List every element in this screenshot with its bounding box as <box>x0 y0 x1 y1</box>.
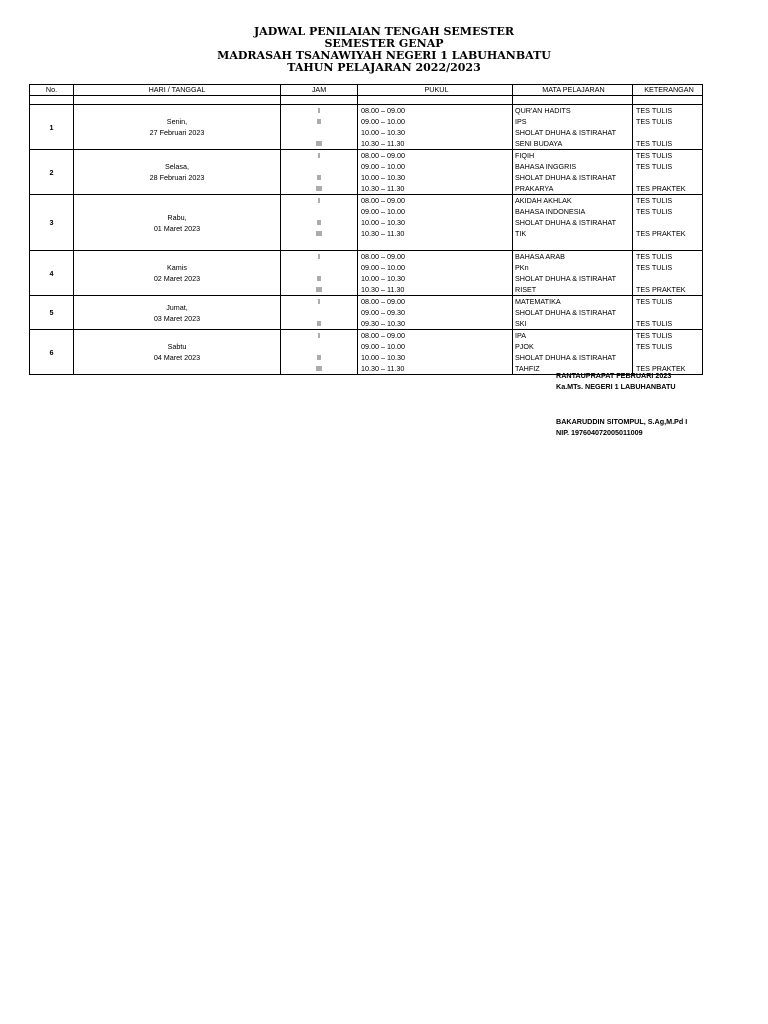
subject-name: SHOLAT DHUHA & ISTIRAHAT <box>515 274 617 283</box>
row-number: 3 <box>30 195 74 251</box>
remark: TES PRAKTEK <box>636 229 686 238</box>
day-date: 27 Februari 2023 <box>149 128 205 137</box>
time-slot: 10.30 – 11.30 <box>361 139 405 148</box>
table-spacer-row <box>30 96 703 105</box>
jam-period: I <box>318 297 320 306</box>
jam-period: II <box>317 173 321 182</box>
jam-period: III <box>316 364 322 373</box>
day-name: Rabu, <box>167 212 187 222</box>
subject-name: RISET <box>515 285 537 294</box>
time-slot: 09.00 – 10.00 <box>361 263 405 272</box>
jam-period <box>281 127 357 138</box>
subject-name: SHOLAT DHUHA & ISTIRAHAT <box>515 353 617 362</box>
time-slot-cell <box>358 296 513 330</box>
subject-name: AKIDAH AKHLAK <box>515 196 572 205</box>
time-slot: 10.30 – 11.30 <box>361 285 405 294</box>
remark <box>636 127 702 138</box>
jam-period-cell <box>281 251 358 296</box>
subject-name: MATEMATIKA <box>515 297 561 306</box>
time-slot: 08.00 – 09.00 <box>361 331 405 340</box>
jam-period: I <box>318 331 320 340</box>
jam-period <box>281 206 357 217</box>
remark: TES PRAKTEK <box>636 184 686 193</box>
day-date-cell <box>74 296 281 330</box>
jam-period <box>281 341 357 352</box>
remark-cell <box>633 150 703 195</box>
row-number: 5 <box>30 296 74 330</box>
row-number: 4 <box>30 251 74 296</box>
row-number: 1 <box>30 105 74 150</box>
footer-place-date: RANTAUPRAPAT FEBRUARI 2023 <box>556 371 672 380</box>
day-name: Selasa, <box>165 162 189 171</box>
time-slot: 09.00 – 10.00 <box>361 117 405 126</box>
subject-name: IPS <box>515 117 527 126</box>
jam-period: I <box>318 196 320 205</box>
time-slot-cell <box>358 105 513 150</box>
subject-name: TIK <box>515 229 527 238</box>
jam-period-cell <box>281 330 358 375</box>
remark-cell <box>633 195 703 251</box>
jam-period <box>281 262 357 273</box>
day-date: 04 Maret 2023 <box>153 353 201 362</box>
time-slot: 09.00 – 10.00 <box>361 162 405 171</box>
time-slot: 09.00 – 09.30 <box>361 308 405 317</box>
table-row <box>30 150 703 195</box>
subject-name-cell <box>513 195 633 251</box>
col-header-ket: KETERANGAN <box>633 85 703 96</box>
jam-period: III <box>316 139 322 148</box>
document-subtitle-semester: SEMESTER GENAP <box>324 37 444 50</box>
jam-period: I <box>318 252 320 261</box>
jam-period: III <box>316 285 322 294</box>
subject-name: SHOLAT DHUHA & ISTIRAHAT <box>515 173 617 182</box>
remark: TES TULIS <box>636 319 673 328</box>
jam-period: II <box>317 319 321 328</box>
time-slot: 10.30 – 11.30 <box>361 184 405 193</box>
subject-name-cell <box>513 251 633 296</box>
subject-name: SKI <box>515 319 527 328</box>
document-title: JADWAL PENILAIAN TENGAH SEMESTER <box>253 25 515 38</box>
document-subtitle-school: MADRASAH TSANAWIYAH NEGERI 1 LABUHANBATU <box>217 49 551 62</box>
time-slot: 08.00 – 09.00 <box>361 196 405 205</box>
col-header-no: No. <box>30 85 74 96</box>
jam-period-cell <box>281 296 358 330</box>
table-row <box>30 330 703 375</box>
remark <box>636 352 702 363</box>
time-slot: 10.00 – 10.30 <box>361 173 405 182</box>
remark <box>636 172 702 183</box>
jam-period-cell <box>281 105 358 150</box>
remark: TES TULIS <box>636 297 673 306</box>
day-date-cell <box>74 330 281 375</box>
time-slot: 10.00 – 10.30 <box>361 128 405 137</box>
subject-name: TAHFIZ <box>515 364 540 373</box>
col-header-mapel: MATA PELAJARAN <box>513 85 633 96</box>
subject-name: PKn <box>515 263 529 272</box>
subject-name: PJOK <box>515 342 534 351</box>
subject-name: IPA <box>515 331 527 340</box>
table-row <box>30 195 703 251</box>
subject-name-cell <box>513 330 633 375</box>
jam-period-cell <box>281 150 358 195</box>
remark <box>636 273 702 284</box>
day-date-cell <box>74 105 281 150</box>
jam-period <box>281 239 357 250</box>
time-slot: 08.00 – 09.00 <box>361 151 405 160</box>
remark: TES TULIS <box>636 207 673 216</box>
jam-period: I <box>318 151 320 160</box>
day-date-cell <box>74 251 281 296</box>
remark: TES TULIS <box>636 331 673 340</box>
schedule-table <box>29 84 703 375</box>
subject-name-cell <box>513 296 633 330</box>
col-header-pukul: PUKUL <box>358 85 513 96</box>
subject-name: BAHASA INGGRIS <box>515 162 577 171</box>
col-header-jam: JAM <box>281 85 358 96</box>
day-date-cell <box>74 195 281 251</box>
subject-name: PRAKARYA <box>515 184 554 193</box>
remark: TES PRAKTEK <box>636 285 686 294</box>
time-slot: 08.00 – 09.00 <box>361 106 405 115</box>
time-slot: 10.30 – 11.30 <box>361 364 405 373</box>
remark-cell <box>633 251 703 296</box>
footer-signer-nip: NIP. 197604072005011009 <box>556 428 643 437</box>
day-date-cell <box>74 150 281 195</box>
remark <box>636 307 702 318</box>
subject-name: QUR'AN HADITS <box>515 106 571 115</box>
day-date: 01 Maret 2023 <box>153 223 201 233</box>
time-slot: 09.00 – 10.00 <box>361 342 405 351</box>
remark <box>636 217 702 228</box>
time-slot: 10.00 – 10.30 <box>361 353 405 362</box>
remark: TES TULIS <box>636 139 673 148</box>
subject-name-cell <box>513 150 633 195</box>
table-header-row <box>30 85 703 96</box>
remark: TES TULIS <box>636 117 673 126</box>
remark: TES TULIS <box>636 342 673 351</box>
day-name: Kamis <box>167 263 187 272</box>
day-name: Sabtu <box>167 342 187 351</box>
time-slot-cell <box>358 195 513 251</box>
remark-cell <box>633 105 703 150</box>
jam-period: II <box>317 117 321 126</box>
col-header-day: HARI / TANGGAL <box>74 85 281 96</box>
subject-name: BAHASA INDONESIA <box>515 207 586 216</box>
row-number: 6 <box>30 330 74 375</box>
row-number: 2 <box>30 150 74 195</box>
remark: TES PRAKTEK <box>636 364 686 373</box>
jam-period: III <box>316 229 322 238</box>
jam-period: II <box>317 218 321 227</box>
subject-name: BAHASA ARAB <box>515 252 565 261</box>
time-slot: 10.30 – 11.30 <box>361 229 405 238</box>
day-name: Jumat, <box>166 302 188 312</box>
subject-name: SHOLAT DHUHA & ISTIRAHAT <box>515 218 617 227</box>
time-slot: 09.30 – 10.30 <box>361 319 405 328</box>
footer-signer-name: BAKARUDDIN SITOMPUL, S.Ag,M.Pd I <box>556 417 688 426</box>
table-row <box>30 296 703 330</box>
footer-position: Ka.MTs. NEGERI 1 LABUHANBATU <box>556 382 676 391</box>
subject-name-cell <box>513 105 633 150</box>
remark: TES TULIS <box>636 106 673 115</box>
jam-period: I <box>318 106 320 115</box>
subject-name: FIQIH <box>515 151 535 160</box>
time-slot-cell <box>358 251 513 296</box>
time-slot: 09.00 – 10.00 <box>361 207 405 216</box>
document-subtitle-year: TAHUN PELAJARAN 2022/2023 <box>287 61 481 74</box>
jam-period-cell <box>281 195 358 251</box>
time-slot: 08.00 – 09.00 <box>361 252 405 261</box>
time-slot-cell <box>358 150 513 195</box>
remark-cell <box>633 296 703 330</box>
jam-period: II <box>317 274 321 283</box>
subject-name: SENI BUDAYA <box>515 139 563 148</box>
day-date: 02 Maret 2023 <box>153 274 201 283</box>
subject-name <box>515 239 632 250</box>
day-date: 28 Februari 2023 <box>149 173 205 182</box>
remark-cell <box>633 330 703 375</box>
jam-period: III <box>316 184 322 193</box>
time-slot: 10.00 – 10.30 <box>361 218 405 227</box>
time-slot <box>361 239 512 250</box>
remark <box>636 239 702 250</box>
table-row <box>30 105 703 150</box>
remark: TES TULIS <box>636 252 673 261</box>
remark: TES TULIS <box>636 162 673 171</box>
subject-name: SHOLAT DHUHA & ISTIRAHAT <box>515 128 617 137</box>
remark: TES TULIS <box>636 263 673 272</box>
subject-name: SHOLAT DHUHA & ISTIRAHAT <box>515 308 617 317</box>
remark: TES TULIS <box>636 196 673 205</box>
table-row <box>30 251 703 296</box>
jam-period <box>281 161 357 172</box>
time-slot-cell <box>358 330 513 375</box>
time-slot: 08.00 – 09.00 <box>361 297 405 306</box>
time-slot: 10.00 – 10.30 <box>361 274 405 283</box>
jam-period: II <box>317 353 321 362</box>
remark: TES TULIS <box>636 151 673 160</box>
day-date: 03 Maret 2023 <box>153 313 201 323</box>
jam-period <box>281 307 357 318</box>
day-name: Senin, <box>166 117 188 126</box>
